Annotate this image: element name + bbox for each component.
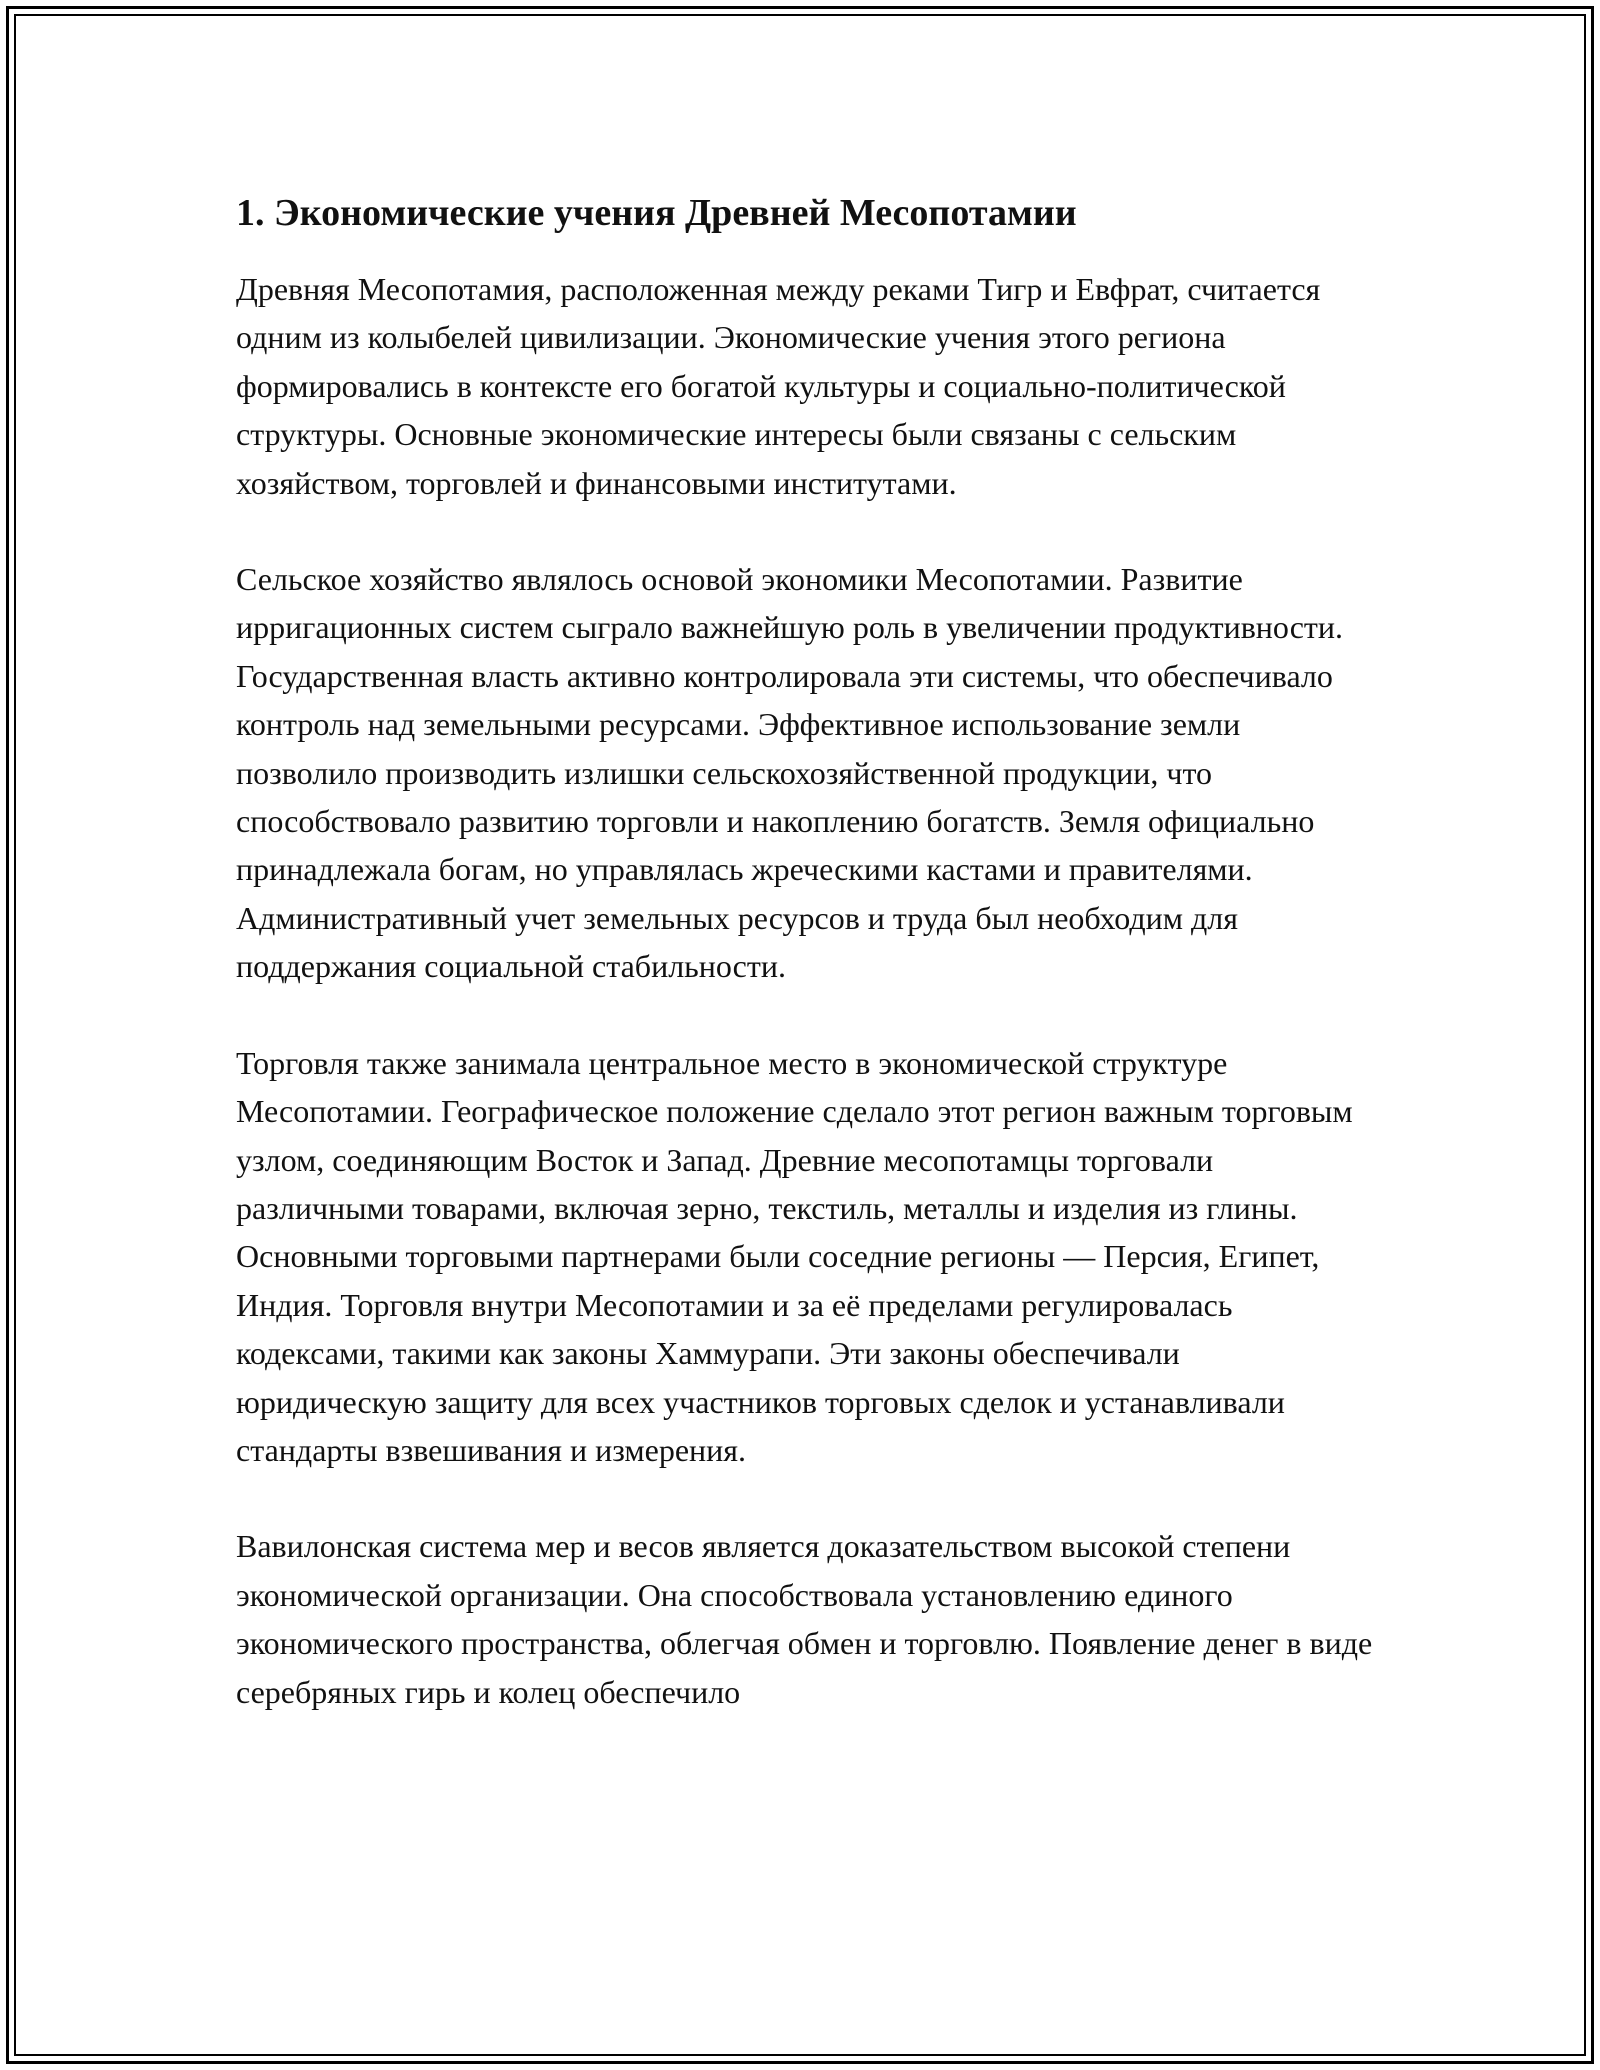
document-body xyxy=(236,184,1376,1716)
paragraph-intro: Древняя Месопотамия, расположенная между реками Тигр и Евфрат, считается одним из колыбелей цивилизации. Экономические учения этого региона формировались в контексте его богатой культуры и социально-политической структуры. Основные экономические интересы были связаны с сельским хозяйством, торговлей и финансовыми институтами. xyxy=(236,271,1321,501)
paragraph-trade: Торговля также занимала центральное место в экономической структуре Месопотамии. Географическое положение сделало этот регион важным торговым узлом, соединяющим Восток и Запад. Древние месопотамцы торговали различными товарами, включая зерно, текстиль, металлы и изделия из глины. Основными торговыми партнерами были соседние регионы — Персия, Египет, Индия. Торговля внутри Месопотамии и за её пределами регулировалась кодексами, такими как законы Хаммурапи. Эти законы обеспечивали юридическую защиту для всех участников торговых сделок и устанавливали стандарты взвешивания и измерения. xyxy=(236,1044,1353,1468)
paragraph-agriculture: Сельское хозяйство являлось основой экономики Месопотамии. Развитие ирригационных систем сыграло важнейшую роль в увеличении продуктивности. Государственная власть активно контролировала эти системы, что обеспечивало контроль над земельными ресурсами. Эффективное использование земли позволило производить излишки сельскохозяйственной продукции, что способствовало развитию торговли и накоплению богатств. Земля официально принадлежала богам, но управлялась жреческими кастами и правителями. Административный учет земельных ресурсов и труда был необходим для поддержания социальной стабильности. xyxy=(236,561,1344,985)
section-heading: 1. Экономические учения Древней Месопотамии xyxy=(236,192,1077,234)
paragraph-measures: Вавилонская система мер и весов является доказательством высокой степени экономической организации. Она способствовала установлению единого экономического пространства, облегчая обмен и торговлю. Появление денег в виде серебряных гирь и колец обеспечило xyxy=(236,1528,1373,1710)
